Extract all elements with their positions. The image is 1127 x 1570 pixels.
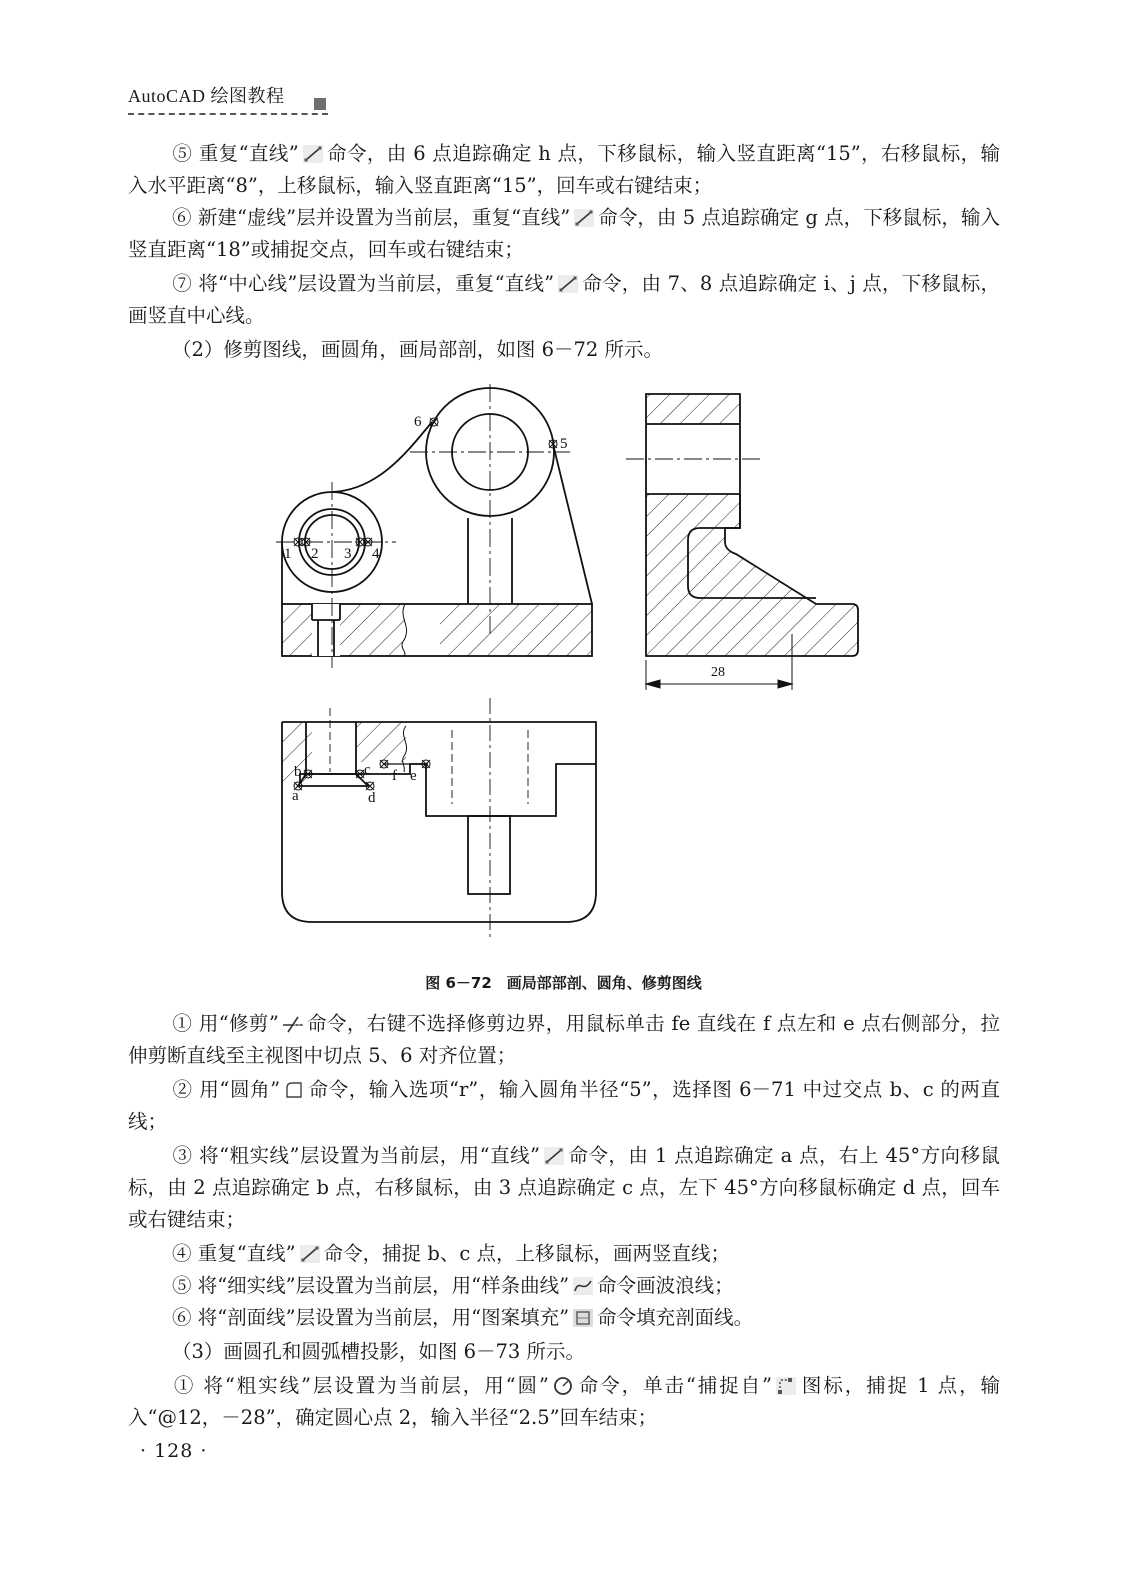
repeat-line-text: 命令，捕捉 b、c 点，上移鼠标，画两竖直线； — [323, 1242, 730, 1265]
step-7-lead: ⑦ 将“中心线”层设置为当前层，重复“直线” — [172, 272, 555, 295]
header-title: AutoCAD 绘图教程 — [128, 86, 285, 106]
label-f: f — [392, 768, 397, 784]
hatch-icon — [572, 1308, 594, 1328]
trim-icon — [282, 1014, 304, 1034]
subsection-3-text: （3）画圆孔和圆弧槽投影，如图 6－73 所示。 — [172, 1340, 586, 1363]
label-5: 5 — [560, 436, 568, 452]
hatch-step-paragraph — [128, 1302, 1000, 1334]
header-rule — [128, 113, 328, 115]
circle-icon — [552, 1376, 574, 1396]
page-number: · 128 · — [140, 1440, 208, 1462]
figure-caption: 图 6－72 画局部部剖、圆角、修剪图线 — [425, 974, 702, 992]
snap-from-icon — [775, 1376, 797, 1396]
circle-step-mid: 命令，单击“捕捉自” — [576, 1374, 773, 1397]
subsection-2 — [128, 334, 1000, 366]
label-3: 3 — [344, 546, 352, 562]
header-square — [314, 98, 326, 110]
circle-step-lead: ① 将“粗实线”层设置为当前层，用“圆” — [172, 1374, 549, 1397]
line-step-lead: ③ 将“粗实线”层设置为当前层，用“直线” — [172, 1144, 541, 1167]
step-7-paragraph — [128, 268, 1000, 332]
label-2: 2 — [311, 546, 319, 562]
label-a: a — [292, 788, 299, 804]
front-view — [276, 384, 592, 668]
spline-step-text: 命令画波浪线； — [597, 1274, 734, 1297]
fillet-step-text: 命令，输入选项“r”，输入圆角半径“5”，选择图 6－71 中过交点 b、c 的两直线； — [128, 1078, 1000, 1133]
step-7-text: 命令，由 7、8 点追踪确定 i、j 点，下移鼠标，画竖直中心线。 — [128, 272, 1001, 327]
spline-step-lead: ⑤ 将“细实线”层设置为当前层，用“样条曲线” — [172, 1274, 570, 1297]
fillet-step-lead: ② 用“圆角” — [172, 1078, 281, 1101]
label-b: b — [294, 764, 302, 780]
circle-step-paragraph — [128, 1370, 1000, 1434]
repeat-line-paragraph — [128, 1238, 1000, 1270]
line-icon — [573, 208, 595, 228]
fillet-icon — [283, 1080, 305, 1100]
subsection-3 — [128, 1336, 1000, 1368]
trim-step-text: 命令，右键不选择修剪边界，用鼠标单击 fe 直线在 f 点左和 e 点右侧部分，拉伸剪断直线至主视图中切点 5、6 对齐位置； — [128, 1012, 1000, 1067]
label-1: 1 — [284, 546, 292, 562]
line-icon — [302, 144, 324, 164]
line-step-paragraph — [128, 1140, 1000, 1236]
cad-drawing — [270, 378, 870, 958]
figure-6-72 — [270, 378, 870, 962]
line-icon — [557, 274, 579, 294]
circle-step-text: 图标，捕捉 1 点，输入“@12，－28”，确定圆心点 2，输入半径“2.5”回车结束； — [128, 1374, 1000, 1429]
trim-step-paragraph — [128, 1008, 1000, 1072]
step-5-paragraph — [128, 138, 1000, 202]
dimension-28: 28 — [711, 665, 725, 680]
label-4: 4 — [372, 546, 380, 562]
step-6-paragraph — [128, 202, 1000, 266]
label-e: e — [410, 768, 417, 784]
side-view — [626, 394, 858, 690]
label-c: c — [364, 762, 371, 778]
label-d: d — [368, 790, 376, 806]
line-icon — [543, 1146, 565, 1166]
subsection-2-text: （2）修剪图线，画圆角，画局部剖，如图 6－72 所示。 — [172, 338, 664, 361]
trim-step-lead: ① 用“修剪” — [172, 1012, 279, 1035]
repeat-line-lead: ④ 重复“直线” — [172, 1242, 296, 1265]
step-6-lead: ⑥ 新建“虚线”层并设置为当前层，重复“直线” — [172, 206, 571, 229]
spline-icon — [572, 1276, 594, 1296]
hatch-step-lead: ⑥ 将“剖面线”层设置为当前层，用“图案填充” — [172, 1306, 570, 1329]
step-5-text: 命令，由 6 点追踪确定 h 点，下移鼠标，输入竖直距离“15”，右移鼠标，输入水平距离“8”，上移鼠标，输入竖直距离“15”，回车或右键结束； — [128, 142, 1000, 197]
step-6-text: 命令，由 5 点追踪确定 g 点，下移鼠标，输入竖直距离“18”或捕捉交点，回车或右键结束； — [128, 206, 1000, 261]
label-6: 6 — [414, 414, 422, 430]
line-step-text: 命令，由 1 点追踪确定 a 点，右上 45°方向移鼠标，由 2 点追踪确定 b 点，右移鼠标，由 3 点追踪确定 c 点，左下 45°方向移鼠标确定 d 点，回车或右键结束； — [128, 1144, 1000, 1231]
step-5-lead: ⑤ 重复“直线” — [172, 142, 299, 165]
hatch-step-text: 命令填充剖面线。 — [597, 1306, 754, 1329]
spline-step-paragraph — [128, 1270, 1000, 1302]
fillet-step-paragraph — [128, 1074, 1000, 1138]
line-icon — [299, 1244, 321, 1264]
top-view — [282, 698, 596, 938]
